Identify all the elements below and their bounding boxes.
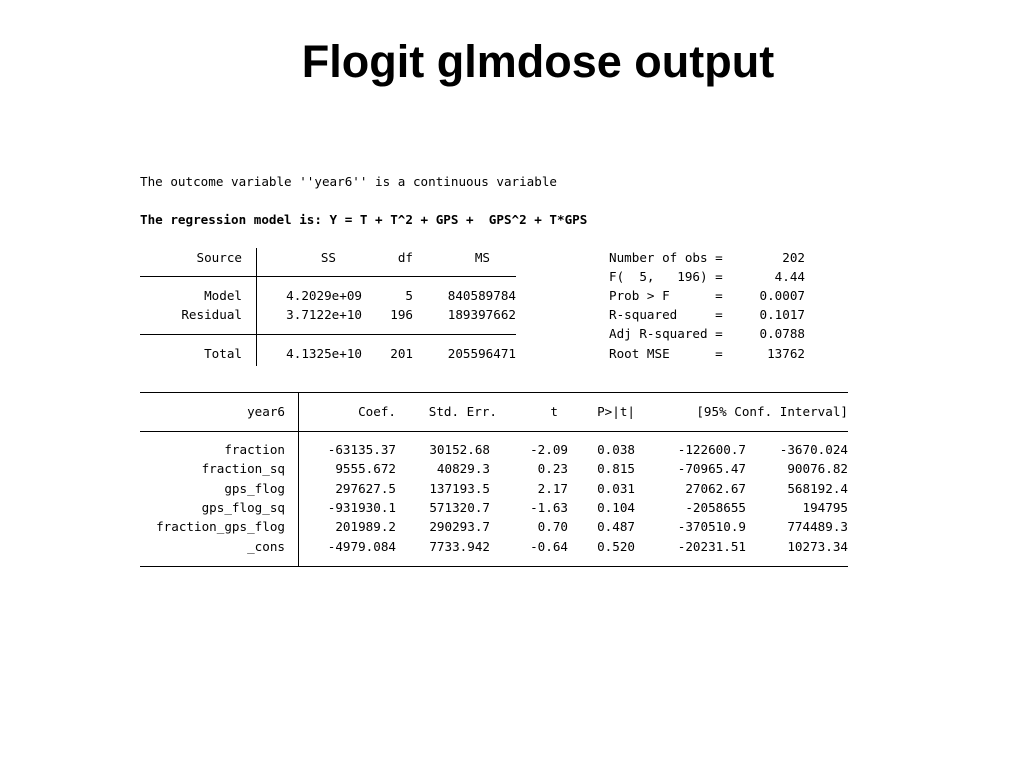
coef-cell-var: fraction_gps_flog	[156, 519, 285, 534]
coef-cell-ci-low: -70965.47	[677, 461, 746, 476]
coef-cell-se: 30152.68	[429, 442, 490, 457]
coef-cell-var: gps_flog_sq	[201, 500, 285, 515]
anova-header-ms: MS	[474, 250, 490, 265]
anova-header-divider	[140, 276, 516, 277]
slide-title: Flogit glmdose output	[301, 36, 775, 87]
coef-cell-se: 290293.7	[429, 519, 490, 534]
anova-cell-ms: 840589784	[447, 288, 516, 303]
coef-cell-t: 0.70	[537, 519, 568, 534]
coef-cell-ci-high: 568192.4	[787, 481, 848, 496]
anova-total-divider	[140, 334, 516, 335]
coef-cell-var: fraction	[224, 442, 285, 457]
anova-header-ss: SS	[320, 250, 336, 265]
coef-header-t: t	[550, 404, 558, 419]
anova-header-df: df	[397, 250, 413, 265]
coef-cell-p: 0.038	[597, 442, 635, 457]
coef-cell-coef: 297627.5	[335, 481, 396, 496]
coef-cell-t: -1.63	[530, 500, 568, 515]
coef-cell-coef: 9555.672	[335, 461, 396, 476]
coef-cell-t: 0.23	[537, 461, 568, 476]
coef-cell-var: fraction_sq	[201, 461, 285, 476]
coef-cell-coef: -931930.1	[327, 500, 396, 515]
anova-cell-ms: 189397662	[447, 307, 516, 322]
anova-cell-ss: 4.2029e+09	[286, 288, 362, 303]
coef-cell-var: gps_flog	[224, 481, 285, 496]
coef-cell-ci-low: 27062.67	[685, 481, 746, 496]
coef-cell-t: -0.64	[530, 539, 568, 554]
coef-header-ci: [95% Conf. Interval]	[696, 404, 848, 419]
stat-value-prob: 0.0007	[759, 288, 805, 303]
coef-cell-t: 2.17	[537, 481, 568, 496]
coef-bottom-border	[140, 566, 848, 567]
anova-cell-ms: 205596471	[447, 346, 516, 361]
coef-cell-p: 0.487	[597, 519, 635, 534]
coef-cell-p: 0.815	[597, 461, 635, 476]
anova-cell-source: Residual	[181, 307, 242, 322]
coef-cell-ci-low: -2058655	[685, 500, 746, 515]
coef-cell-p: 0.520	[597, 539, 635, 554]
coef-cell-ci-high: 774489.3	[787, 519, 848, 534]
coef-cell-se: 7733.942	[429, 539, 490, 554]
coef-cell-coef: -63135.37	[327, 442, 396, 457]
stat-label-rmse: Root MSE =	[609, 346, 723, 361]
anova-cell-source: Model	[204, 288, 242, 303]
anova-cell-ss: 3.7122e+10	[286, 307, 362, 322]
coef-header-se: Std. Err.	[428, 404, 497, 419]
coef-cell-p: 0.104	[597, 500, 635, 515]
coef-cell-ci-high: 90076.82	[787, 461, 848, 476]
coef-header-var: year6	[247, 404, 285, 419]
coef-cell-se: 137193.5	[429, 481, 490, 496]
stat-label-r2: R-squared =	[609, 307, 723, 322]
coef-cell-se: 571320.7	[429, 500, 490, 515]
coef-header-p: P>|t|	[597, 404, 635, 419]
coef-cell-coef: -4979.084	[327, 539, 396, 554]
stat-label-adj-r2: Adj R-squared =	[609, 326, 723, 341]
coef-cell-var: _cons	[247, 539, 285, 554]
coef-cell-ci-high: 10273.34	[787, 539, 848, 554]
outcome-variable-note: The outcome variable ''year6'' is a continuous variable	[140, 174, 558, 189]
anova-cell-df: 201	[390, 346, 413, 361]
stat-label-obs: Number of obs =	[609, 250, 723, 265]
coef-cell-ci-high: -3670.024	[779, 442, 848, 457]
coef-cell-ci-low: -20231.51	[677, 539, 746, 554]
anova-cell-ss: 4.1325e+10	[286, 346, 362, 361]
coef-top-border	[140, 392, 848, 393]
stat-value-obs: 202	[782, 250, 805, 265]
coef-cell-ci-low: -122600.7	[677, 442, 746, 457]
anova-cell-df: 5	[405, 288, 413, 303]
coef-header-divider	[140, 431, 848, 432]
coef-header-coef: Coef.	[358, 404, 396, 419]
coef-cell-se: 40829.3	[436, 461, 490, 476]
anova-cell-source: Total	[204, 346, 242, 361]
coef-cell-ci-high: 194795	[802, 500, 848, 515]
coef-cell-p: 0.031	[597, 481, 635, 496]
anova-header-source: Source	[196, 250, 242, 265]
anova-cell-df: 196	[390, 307, 413, 322]
regression-model-note: The regression model is: Y = T + T^2 + GPS + GPS^2 + T*GPS	[140, 212, 588, 227]
stat-value-rmse: 13762	[767, 346, 805, 361]
stat-value-adj-r2: 0.0788	[759, 326, 805, 341]
anova-column-divider	[256, 248, 257, 366]
stat-value-r2: 0.1017	[759, 307, 805, 322]
stat-label-f: F( 5, 196) =	[609, 269, 723, 284]
coef-cell-coef: 201989.2	[335, 519, 396, 534]
coef-column-divider	[298, 392, 299, 567]
coef-cell-t: -2.09	[530, 442, 568, 457]
coef-cell-ci-low: -370510.9	[677, 519, 746, 534]
stat-value-f: 4.44	[774, 269, 805, 284]
stat-label-prob: Prob > F =	[609, 288, 723, 303]
